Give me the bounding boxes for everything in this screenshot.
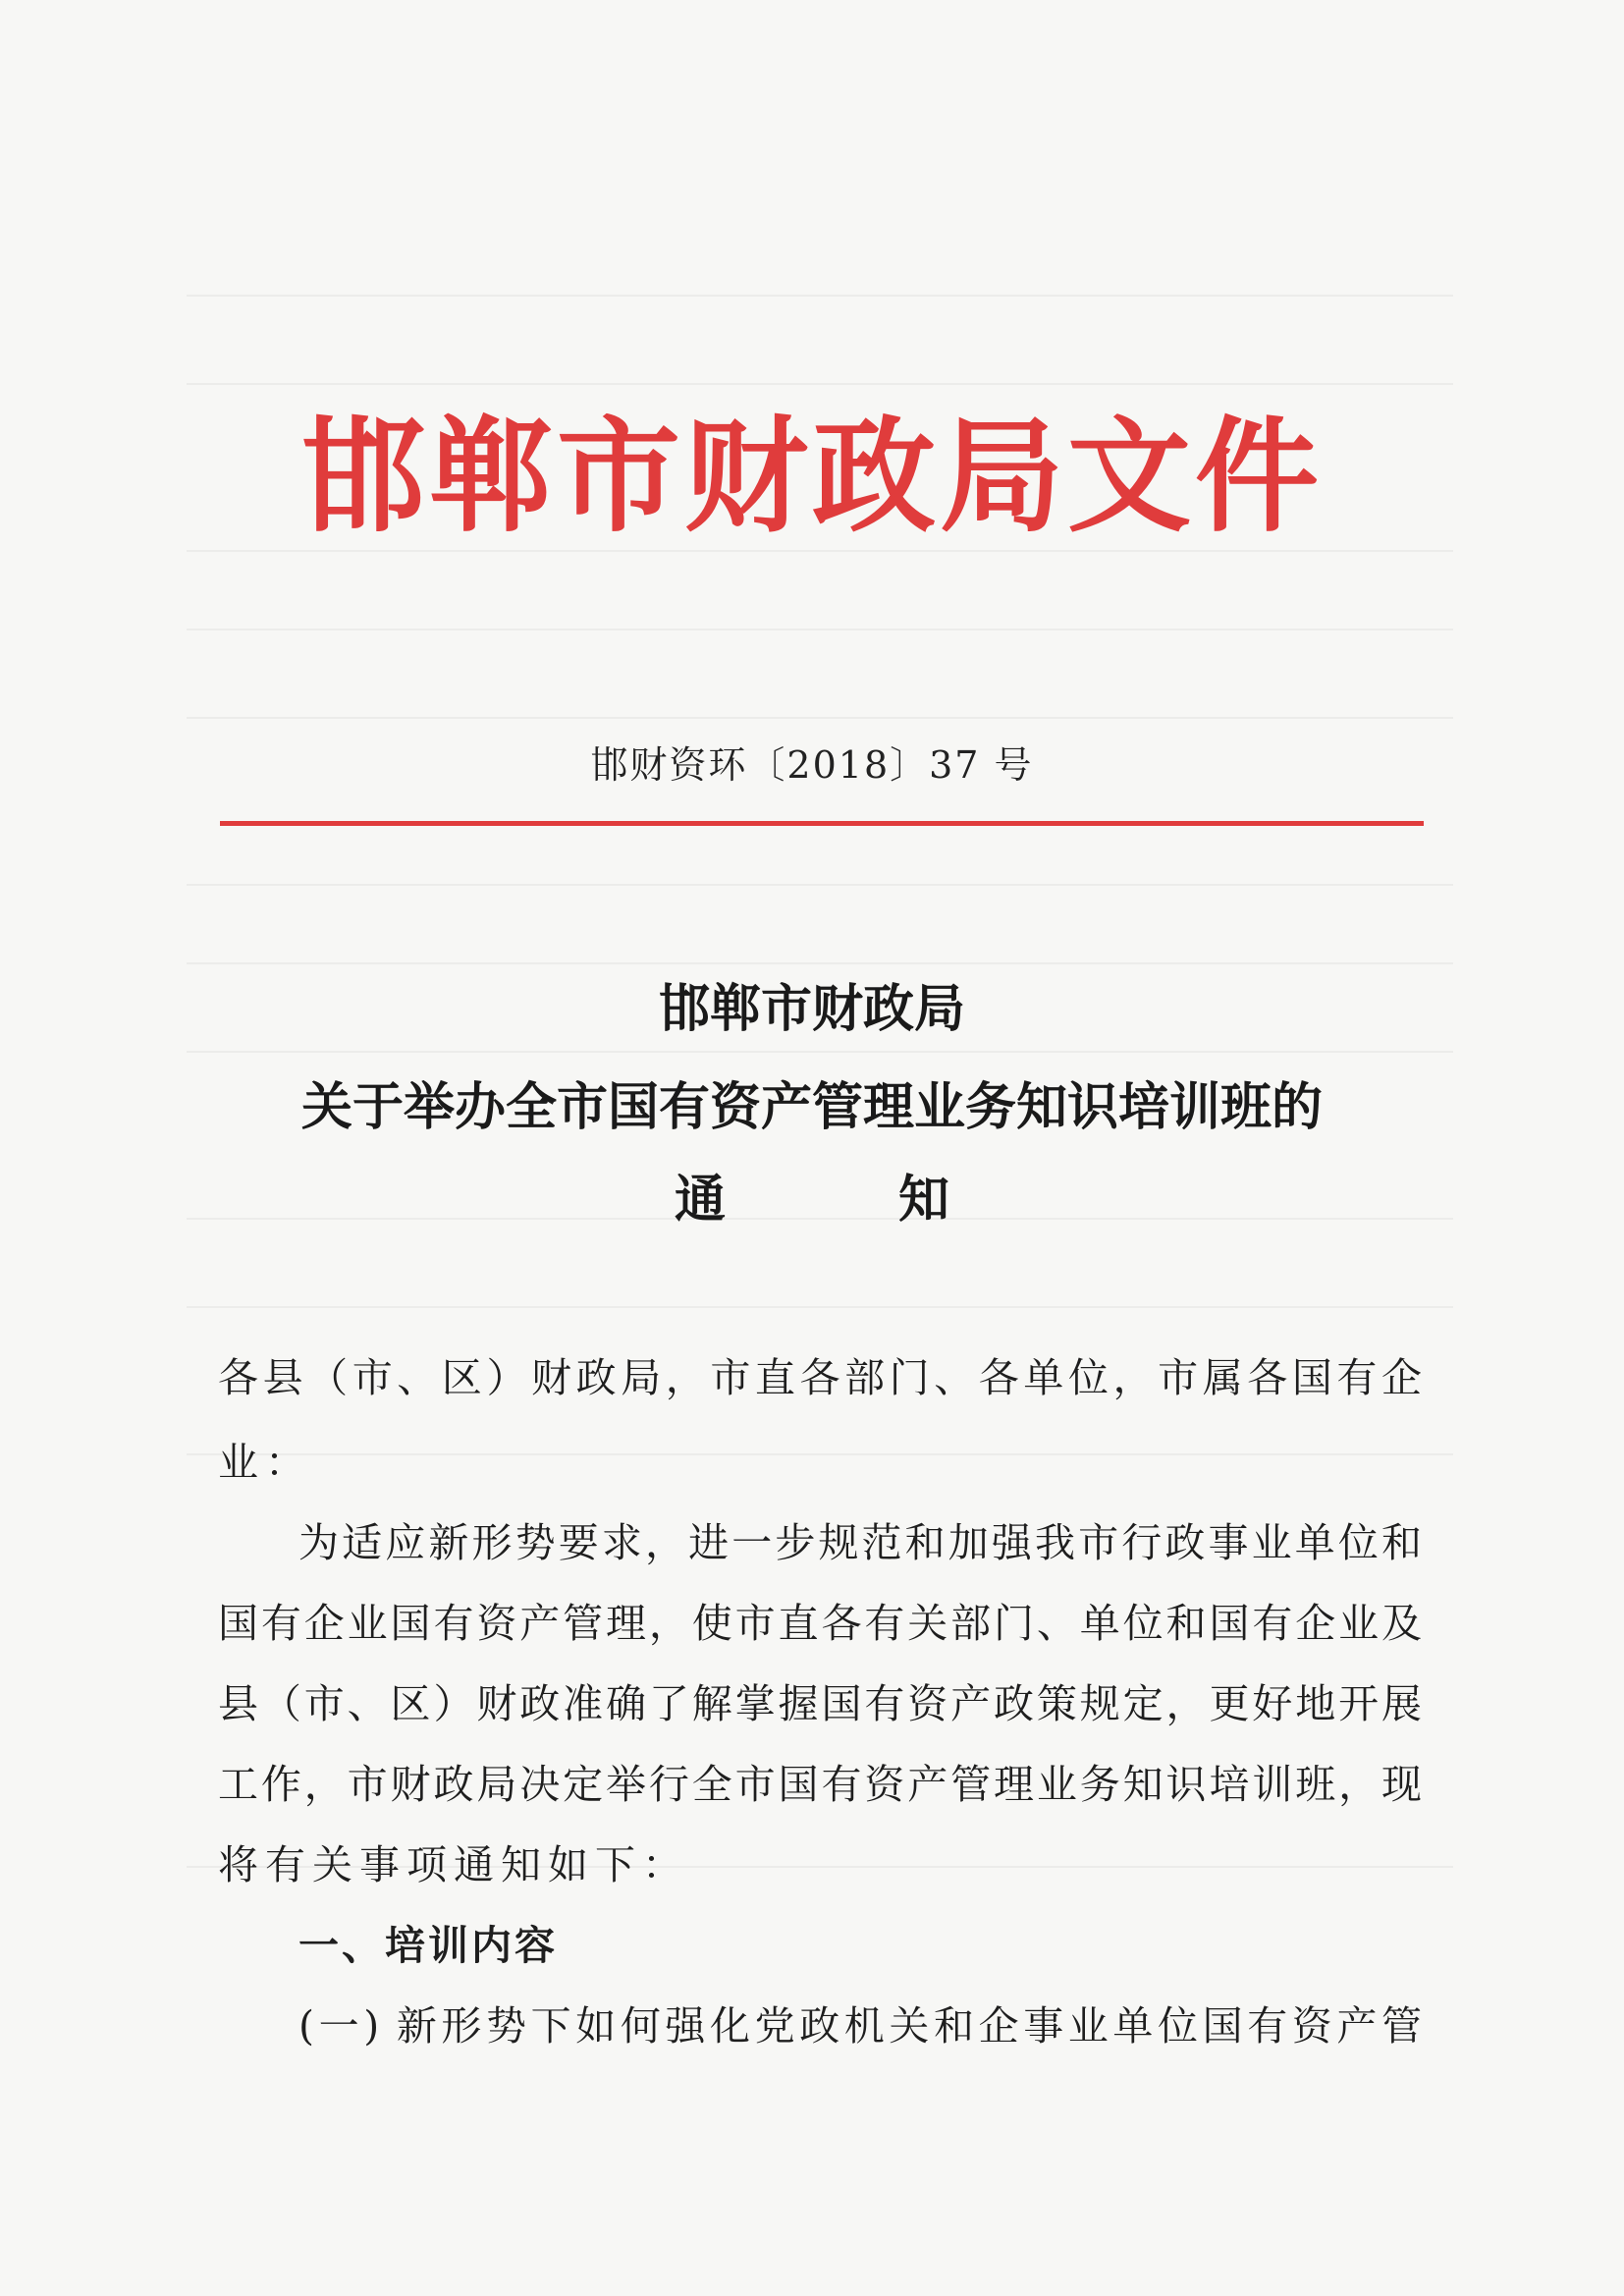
show-through-line: [187, 884, 1453, 886]
show-through-line: [187, 1306, 1453, 1308]
list-item-line: (一) 新形势下如何强化党政机关和企事业单位国有资产管: [298, 2002, 1422, 2050]
show-through-line: [187, 962, 1453, 964]
letterhead-red-rule: [220, 821, 1424, 826]
show-through-line: [187, 550, 1453, 552]
addressee-line: 业：: [218, 1439, 312, 1486]
notice-title-issuer: 邯郸市财政局: [658, 979, 965, 1039]
paragraph-line: 工作，市财政局决定举行全市国有资产管理业务知识培训班，现: [218, 1761, 1422, 1808]
document-number: 邯财资环〔2018〕37 号: [590, 743, 1034, 787]
notice-title-subject: 关于举办全市国有资产管理业务知识培训班的: [300, 1077, 1323, 1137]
notice-title-char-2: 知: [898, 1170, 950, 1230]
notice-title-char-1: 通: [674, 1170, 726, 1230]
paragraph-line: 县（市、区）财政准确了解掌握国有资产政策规定，更好地开展: [218, 1680, 1422, 1727]
section-heading: 一、培训内容: [298, 1922, 558, 1969]
paragraph-line: 将有关事项通知如下：: [218, 1841, 689, 1888]
notice-title-notice: [0, 1171, 1624, 1230]
show-through-line: [187, 383, 1453, 385]
show-through-line: [187, 629, 1453, 630]
show-through-line: [187, 717, 1453, 719]
show-through-line: [187, 1051, 1453, 1053]
paragraph-line: 为适应新形势要求，进一步规范和加强我市行政事业单位和: [298, 1519, 1422, 1566]
addressee-line: 各县（市、区）财政局，市直各部门、各单位，市属各国有企: [218, 1354, 1422, 1401]
show-through-line: [187, 295, 1453, 297]
paragraph-line: 国有企业国有资产管理，使市直各有关部门、单位和国有企业及: [218, 1600, 1422, 1647]
letterhead-title: 邯郸市财政局文件: [301, 404, 1323, 549]
